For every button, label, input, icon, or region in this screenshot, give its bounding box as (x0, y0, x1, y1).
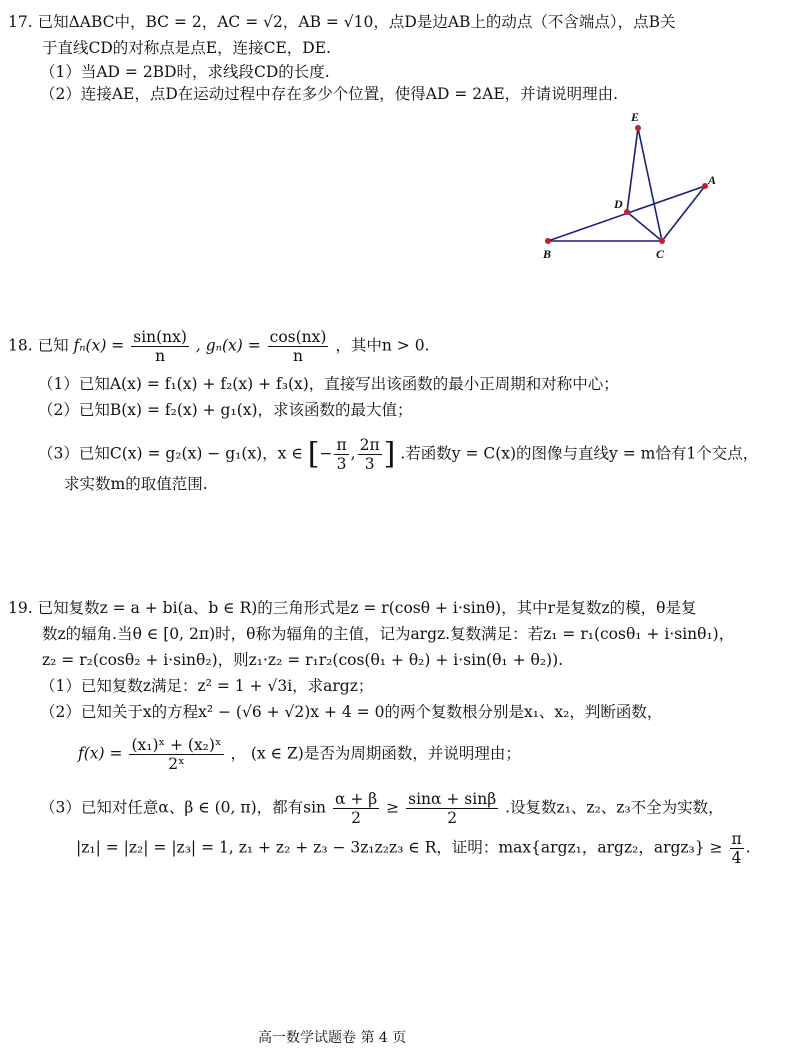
q17-part-2: （2）连接AE，点D在运动过程中存在多少个位置，使得AD = 2AE，并请说明理由. (40, 85, 619, 103)
label-e: E (631, 110, 640, 124)
point-c (659, 238, 665, 244)
q18-part-1: （1）已知A(x) = f₁(x) + f₂(x) + f₃(x)，直接写出该函数的最小正周期和对称中心； (38, 375, 619, 393)
q18-gn-frac: $\frac{\cos(nx)}{n}$ (269, 328, 327, 365)
q18-fn: fₙ(x) = (73, 336, 125, 355)
q18-part-3-cont: 求实数m的取值范围. (64, 475, 208, 493)
label-c: C (656, 247, 665, 261)
q18-head: 18. 已知 (8, 336, 69, 355)
q19-line-3: z₂ = r₂(cosθ₂ + i·sinθ₂)，则z₁·z₂ = r₁r₂(cos(θ₁ + θ₂) + i·sin(θ₁ + θ₂)). (42, 651, 564, 669)
q18-part-2: （2）已知B(x) = f₂(x) + g₁(x)，求该函数的最大值； (38, 401, 413, 419)
q19-part-2-formula: f(x) = $\frac{\text{(x₁)ˣ + (x₂)ˣ}}{\text{2ˣ}}$ ， (x ∈ Z)是否为周期函数，并说明理由； (78, 736, 521, 773)
q17-line-2: 于直线CD的对称点是点E，连接CE，DE. (42, 39, 331, 57)
q19-line-2: 数z的辐角.当θ ∈ [0, 2π)时，θ称为辐角的主值，记为argz.复数满足：若z₁ = r₁(cosθ₁ + i·sinθ₁)， (42, 625, 735, 643)
q17-line-1: 17. 已知ΔABC中，BC = 2，AC = √2，AB = √10，点D是边AB上的动点（不含端点），点B关 (8, 13, 676, 31)
point-e (635, 125, 641, 131)
q18-gn: , gₙ(x) = (195, 336, 261, 355)
segment-ed (627, 128, 638, 212)
page-footer: 高一数学试题卷 第 4 页 (258, 1030, 407, 1046)
label-b: B (543, 247, 552, 261)
q19-part-2: （2）已知关于x的方程x² − (√6 + √2)x + 4 = 0的两个复数根分别是x₁、x₂，判断函数， (40, 703, 663, 721)
triangle-figure (530, 108, 730, 263)
q19-part-3: （3）已知对任意α、β ∈ (0, π)，都有sin $\frac{\alpha + \beta}{2}$ ≥ $\frac{\sin\alpha + \sin\beta}{2}$ .设复数z₁、z₂、z₃不全为实数， (40, 790, 724, 827)
q19-line-1: 19. 已知复数z = a + bi(a、b ∈ R)的三角形式是z = r(cosθ + i·sinθ)，其中r是复数z的模，θ是复 (8, 599, 697, 617)
q19-part-1: （1）已知复数z满足：z² = 1 + √3i，求argz； (40, 677, 374, 695)
label-d: D (614, 197, 623, 211)
point-b (545, 238, 551, 244)
q18-part-3: （3）已知C(x) = g₂(x) − g₁(x)，x ∈ [− $\frac{\pi}{3}$ , $\frac{2\pi}{3}$ ] .若函数y = C(x)的图像与直线y = m恰有1个交点， (38, 436, 759, 473)
q19-part-3-cont: |z₁| = |z₂| = |z₃| = 1, z₁ + z₂ + z₃ − 3z₁z₂z₃ ∈ R，证明：max{argz₁，argz₂，argz₃} ≥ $\frac{\pi}{4}$ . (76, 830, 751, 867)
q17-part-1: （1）当AD = 2BD时，求线段CD的长度. (40, 63, 330, 81)
q18-line-1 (8, 328, 430, 365)
point-d (624, 209, 630, 215)
label-a: A (708, 173, 717, 187)
q18-tail: ，其中n > 0. (335, 336, 430, 355)
q18-fn-frac: $\frac{\sin(nx)}{n}$ (133, 328, 187, 365)
